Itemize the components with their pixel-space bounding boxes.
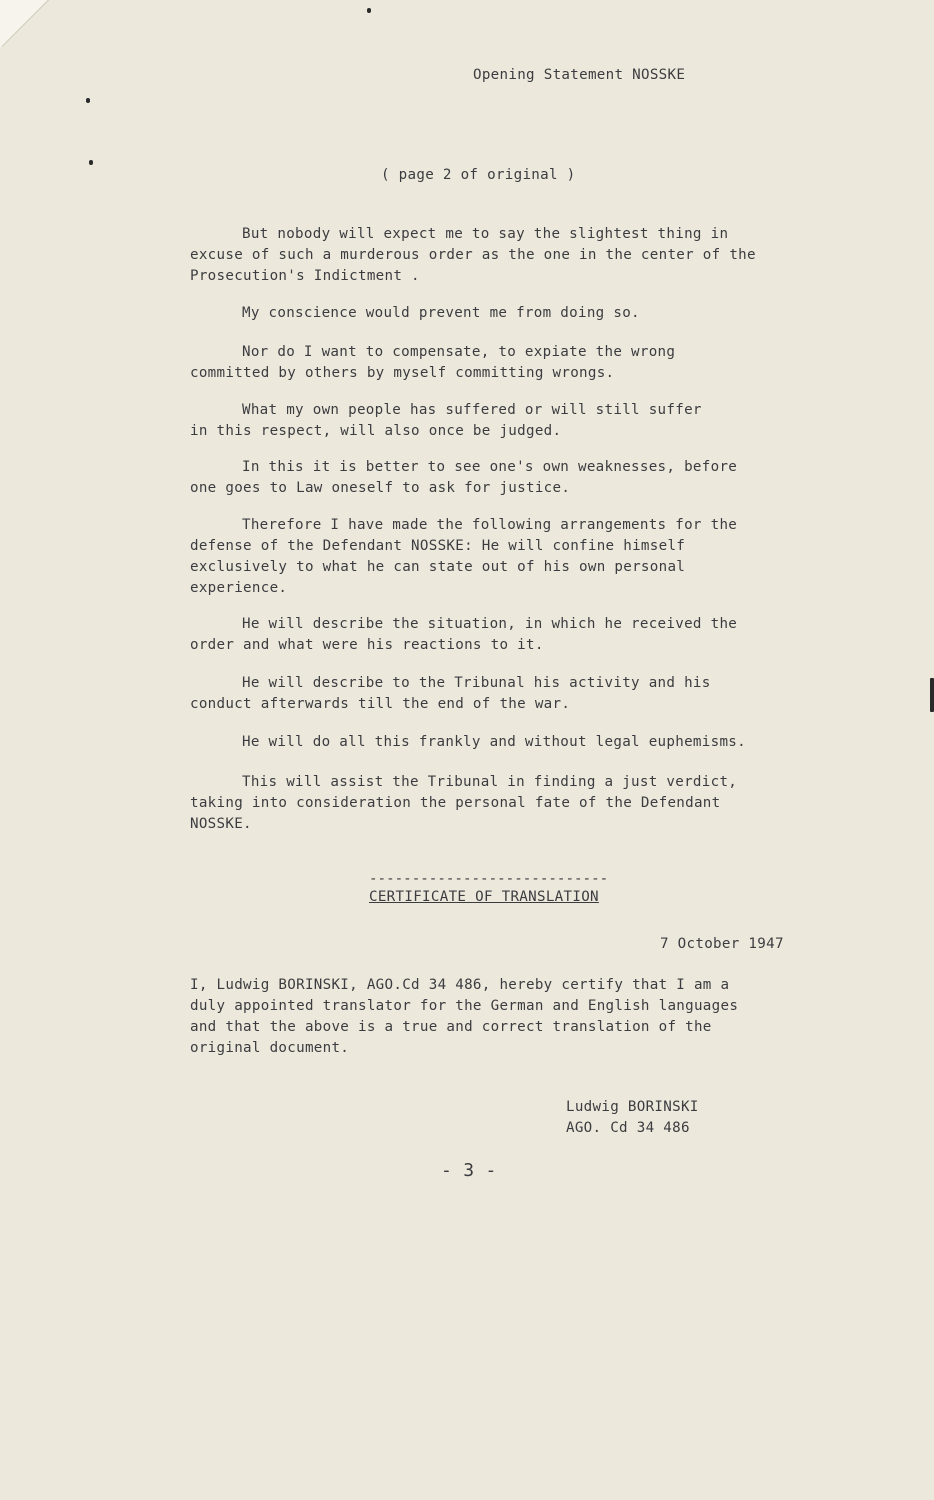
signature-id: AGO. Cd 34 486 [566,1120,690,1136]
text-line: Nor do I want to compensate, to expiate the wrong [242,344,676,360]
punch-mark [86,98,90,103]
text-line: NOSSKE. [190,816,252,832]
certificate-title: CERTIFICATE OF TRANSLATION [369,889,599,905]
text-line: exclusively to what he can state out of his own personal [190,559,686,575]
text-line: in this respect, will also once be judged. [190,423,562,439]
text-line: Prosecution's Indictment . [190,268,420,284]
text-line: He will describe to the Tribunal his activity and his [242,675,711,691]
text-line: one goes to Law oneself to ask for justice. [190,480,571,496]
text-line: He will describe the situation, in which he received the [242,616,738,632]
text-line: This will assist the Tribunal in finding a just verdict, [242,774,738,790]
text-line: committed by others by myself committing wrongs. [190,365,615,381]
text-line: excuse of such a murderous order as the one in the center of the [190,247,756,263]
text-line: In this it is better to see one's own weaknesses, before [242,459,738,475]
text-line: and that the above is a true and correct translation of the [190,1019,712,1035]
text-line: conduct afterwards till the end of the war. [190,696,571,712]
paragraph [190,614,820,656]
page-number: - 3 - [441,1160,497,1181]
paragraph [190,673,820,715]
text-line: experience. [190,580,288,596]
paragraph [190,515,820,599]
paragraph [190,400,820,442]
document-header: Opening Statement NOSSKE [473,67,686,83]
paragraph [190,342,820,384]
paragraph [190,457,820,499]
certificate-body [190,975,820,1059]
page-reference: ( page 2 of original ) [381,167,576,183]
ink-speck [367,8,371,13]
text-line: What my own people has suffered or will still suffer [242,402,702,418]
text-line: I, Ludwig BORINSKI, AGO.Cd 34 486, hereby certify that I am a [190,977,730,993]
paragraph [190,303,820,324]
text-line: He will do all this frankly and without legal euphemisms. [242,734,746,750]
paragraph [190,772,820,835]
text-line: original document. [190,1040,350,1056]
text-line: taking into consideration the personal fate of the Defendant [190,795,721,811]
signature-name: Ludwig BORINSKI [566,1099,699,1115]
edge-clip-mark [930,678,934,712]
text-line: defense of the Defendant NOSSKE: He will confine himself [190,538,686,554]
text-line: order and what were his reactions to it. [190,637,544,653]
text-line: duly appointed translator for the German and English languages [190,998,739,1014]
paragraph [190,732,820,753]
text-line: Therefore I have made the following arrangements for the [242,517,738,533]
text-line: But nobody will expect me to say the slightest thing in [242,226,729,242]
text-line: My conscience would prevent me from doing so. [242,305,640,321]
separator-dashes: ---------------------------- [369,871,609,887]
punch-mark [89,160,93,165]
certificate-date: 7 October 1947 [660,936,784,952]
paragraph [190,224,820,287]
